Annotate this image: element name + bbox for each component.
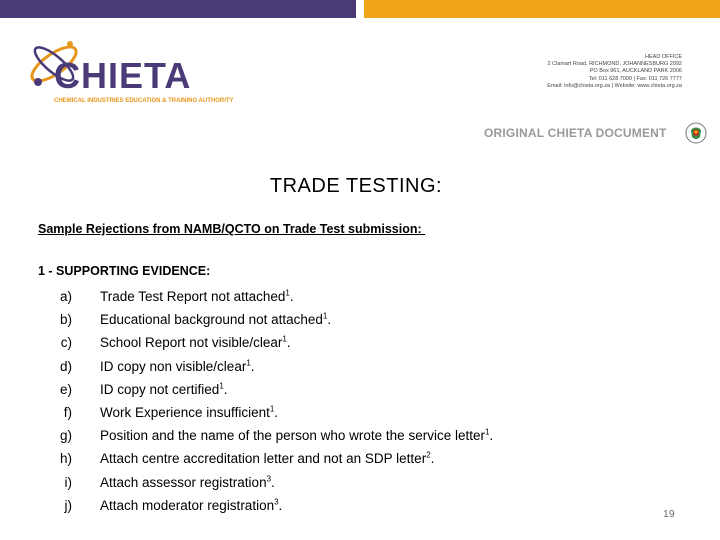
header-bar-purple bbox=[0, 0, 356, 18]
list-item bbox=[38, 308, 493, 331]
footnote-ref: 1 bbox=[219, 381, 224, 391]
coat-of-arms-icon bbox=[685, 122, 707, 144]
list-item bbox=[38, 355, 493, 378]
item-end: . bbox=[286, 335, 291, 351]
logo-tagline: CHEMICAL INDUSTRIES EDUCATION & TRAINING AUTHORITY bbox=[54, 98, 234, 104]
item-text: Educational background not attached bbox=[100, 312, 323, 328]
footnote-ref: 2 bbox=[426, 450, 431, 460]
item-end: . bbox=[271, 474, 275, 490]
footnote-ref: 1 bbox=[285, 288, 290, 298]
item-text: Attach centre accreditation letter and not an SDP letter bbox=[100, 451, 427, 467]
page-title: TRADE TESTING: bbox=[269, 175, 443, 197]
item-letter: b) bbox=[59, 312, 72, 328]
contact-line: PO Box 961, AUCKLAND PARK 2006 bbox=[589, 68, 682, 75]
item-text: Work Experience insufficient bbox=[100, 404, 270, 420]
list-item bbox=[38, 378, 493, 401]
footnote-ref: 1 bbox=[322, 311, 328, 321]
item-letter: g) bbox=[59, 428, 72, 444]
item-end: . bbox=[327, 312, 332, 328]
rejection-list bbox=[38, 285, 493, 517]
item-letter: d) bbox=[59, 358, 72, 374]
chieta-logo bbox=[24, 22, 234, 104]
item-text: Position and the name of the person who wrote the service letter bbox=[100, 428, 485, 444]
list-item bbox=[38, 447, 493, 470]
footnote-ref: 1 bbox=[246, 358, 251, 368]
list-item bbox=[38, 471, 493, 494]
contact-line: Tel: 011 628 7000 | Fax: 011 726 7777 bbox=[588, 75, 682, 82]
page-subtitle: Sample Rejections from NAMB/QCTO on Trade Test submission: bbox=[38, 222, 426, 236]
item-text: School Report not visible/clear bbox=[100, 335, 283, 351]
item-letter: h) bbox=[59, 451, 72, 467]
item-letter: e) bbox=[59, 381, 72, 397]
contact-line: HEAD OFFICE bbox=[645, 54, 682, 60]
footnote-ref: 1 bbox=[282, 334, 287, 344]
item-text: Attach assessor registration bbox=[100, 474, 267, 490]
footnote-ref: 3 bbox=[274, 497, 279, 507]
list-item bbox=[38, 424, 493, 447]
item-end: . bbox=[430, 451, 435, 467]
section-heading: 1 - SUPPORTING EVIDENCE: bbox=[38, 264, 211, 278]
page-number: 19 bbox=[663, 508, 675, 520]
item-end: . bbox=[250, 358, 255, 374]
item-end: . bbox=[289, 289, 294, 304]
item-text: ID copy non visible/clear bbox=[100, 358, 247, 374]
footnote-ref: 1 bbox=[269, 404, 275, 414]
footnote-ref: 3 bbox=[266, 474, 272, 483]
list-item bbox=[38, 285, 493, 308]
item-end: . bbox=[278, 497, 283, 513]
header-bar-orange bbox=[364, 0, 720, 18]
item-text: ID copy not certified bbox=[100, 381, 220, 397]
footnote-ref: 1 bbox=[484, 427, 490, 437]
item-text: Attach moderator registration bbox=[100, 497, 275, 513]
item-letter: c) bbox=[60, 335, 72, 351]
contact-line: 2 Clamart Road, RICHMOND, JOHANNESBURG 2092 bbox=[547, 61, 682, 68]
item-end: . bbox=[489, 428, 494, 444]
original-document-label: ORIGINAL CHIETA DOCUMENT bbox=[484, 126, 667, 140]
item-letter: f) bbox=[63, 404, 72, 420]
item-letter: j) bbox=[64, 497, 72, 513]
item-end: . bbox=[223, 381, 228, 397]
list-item bbox=[38, 331, 493, 354]
item-letter: a) bbox=[59, 289, 72, 304]
head-office-contact bbox=[482, 54, 682, 90]
item-letter: i) bbox=[64, 474, 72, 490]
item-text: Trade Test Report not attached bbox=[100, 289, 286, 304]
logo-wordmark: CHIETA bbox=[54, 55, 192, 96]
contact-line: Email: info@chieta.org.za | Website: www.chieta.org.za bbox=[547, 82, 682, 89]
item-end: . bbox=[274, 404, 279, 420]
list-item bbox=[38, 494, 493, 517]
list-item bbox=[38, 401, 493, 424]
